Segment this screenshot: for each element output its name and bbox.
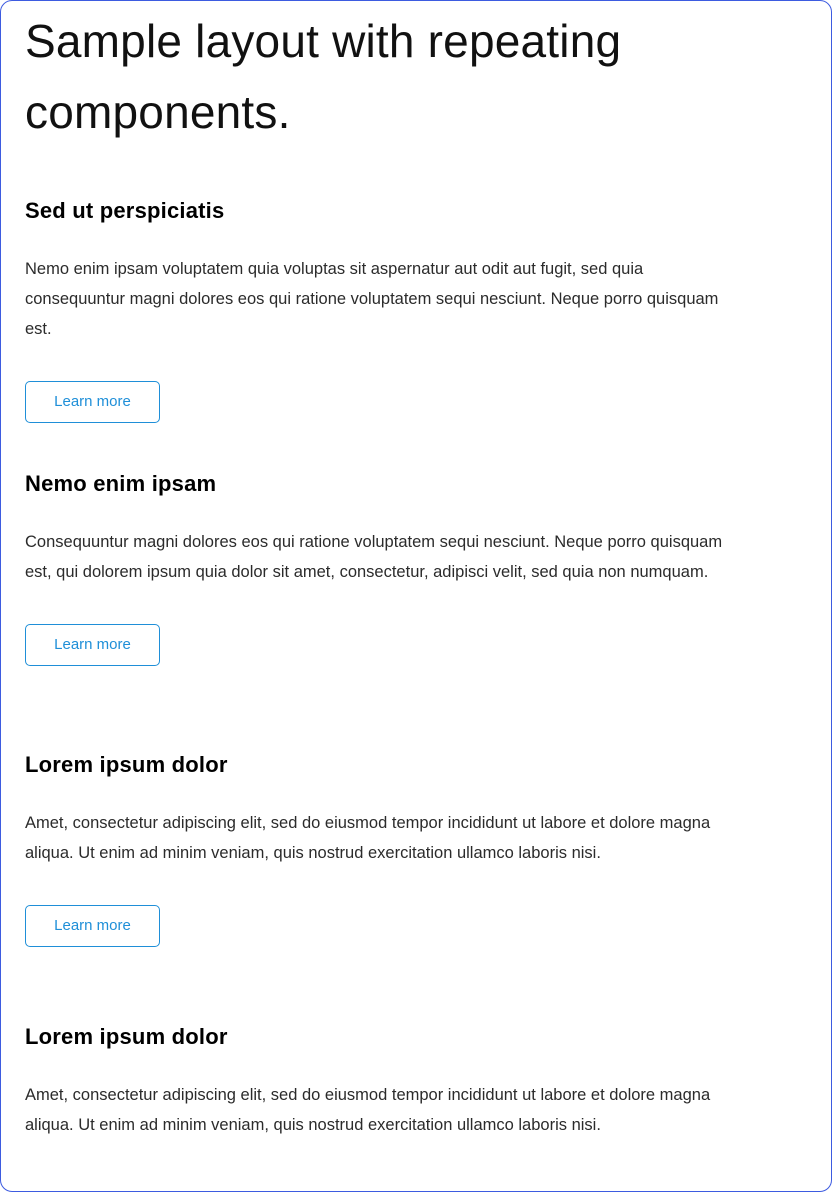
content-section <box>25 1023 765 1140</box>
section-title: Sed ut perspiciatis <box>25 198 225 223</box>
learn-more-button[interactable]: Learn more <box>25 905 160 947</box>
learn-more-button[interactable]: Learn more <box>25 381 160 423</box>
section-body: Nemo enim ipsam voluptatem quia voluptas sit aspernatur aut odit aut fugit, sed quia consequuntur magni dolores eos qui ratione voluptatem sequi nesciunt. Neque porro quisquam est. <box>25 260 719 338</box>
section-body: Amet, consectetur adipiscing elit, sed do eiusmod tempor incididunt ut labore et dolore magna aliqua. Ut enim ad minim veniam, quis nostrud exercitation ullamco laboris nisi. <box>25 1086 711 1134</box>
section-title: Lorem ipsum dolor <box>25 752 228 777</box>
content-section <box>25 470 765 666</box>
section-body: Consequuntur magni dolores eos qui ratione voluptatem sequi nesciunt. Neque porro quisquam est, qui dolorem ipsum quia dolor sit amet, consectetur, adipisci velit, sed quia non numquam. <box>25 533 723 581</box>
content-section <box>25 751 765 947</box>
section-body: Amet, consectetur adipiscing elit, sed do eiusmod tempor incididunt ut labore et dolore magna aliqua. Ut enim ad minim veniam, quis nostrud exercitation ullamco laboris nisi. <box>25 814 711 862</box>
section-title: Nemo enim ipsam <box>25 471 217 496</box>
section-title: Lorem ipsum dolor <box>25 1024 228 1049</box>
page-title: Sample layout with repeating components. <box>25 15 622 138</box>
content-section <box>25 197 765 423</box>
learn-more-button[interactable]: Learn more <box>25 624 160 666</box>
